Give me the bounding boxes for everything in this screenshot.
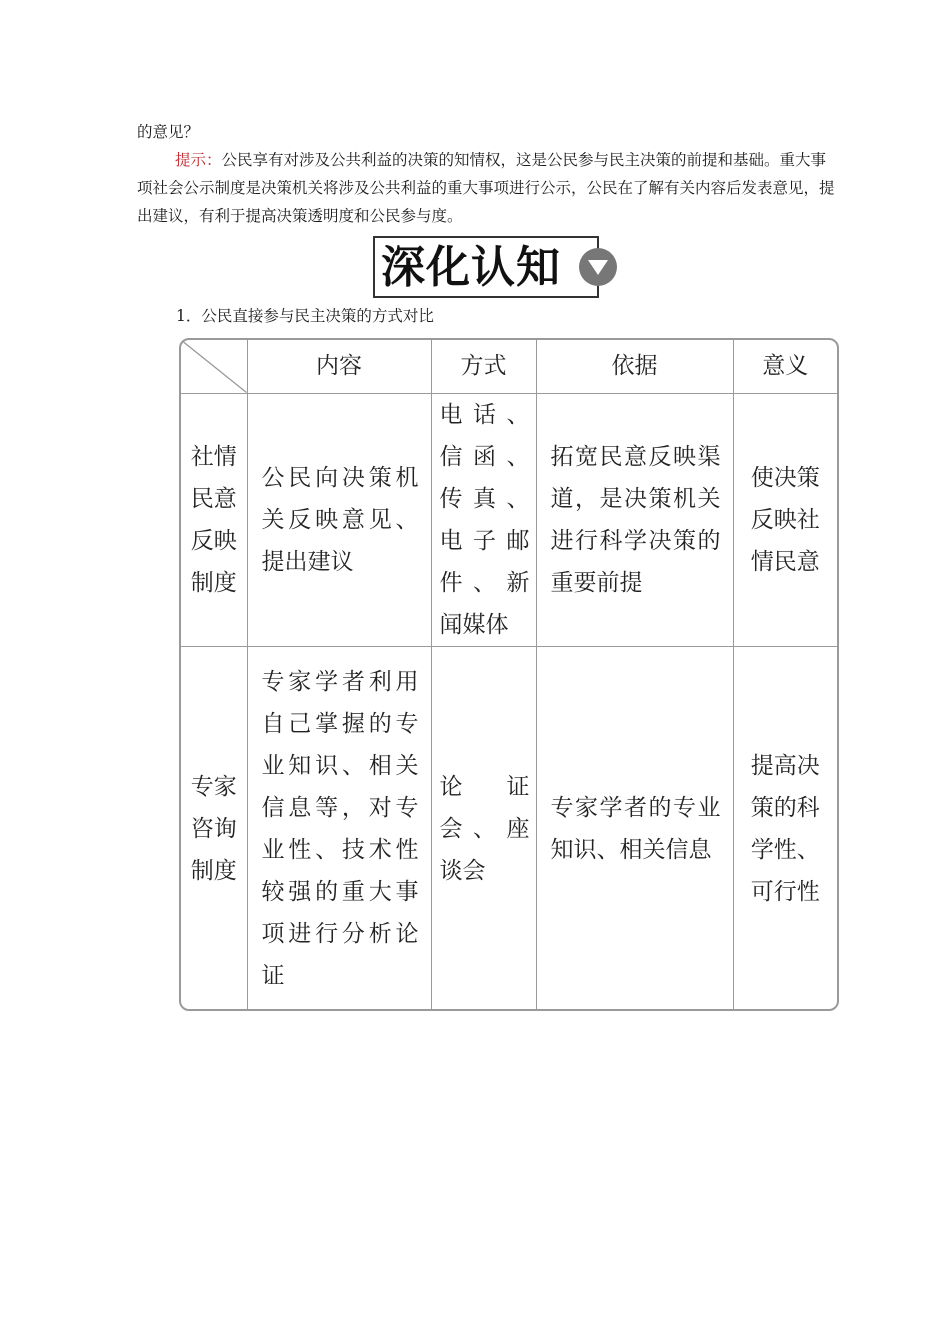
diagonal-line: [181, 340, 247, 393]
row-basis: 专家学者的专业知识、相关信息: [536, 646, 733, 1011]
intro-text: 的意见？: [137, 123, 200, 141]
table-header-row: [181, 340, 837, 393]
triangle-down-circle-icon: [579, 248, 617, 286]
row-content: 公民向决策机关反映意见、提出建议: [247, 393, 431, 646]
header-meaning: 意义: [733, 340, 837, 393]
intro-line: [137, 118, 837, 146]
section-title-box: [373, 236, 599, 298]
table-row: [181, 393, 837, 646]
row-method: 电话、信函、传真、电子邮件、新闻媒体: [431, 393, 536, 646]
row-name: 社情民意反映制度: [181, 393, 247, 646]
hint-paragraph: [137, 146, 837, 230]
row-content: 专家学者利用自己掌握的专业知识、相关信息等，对专业性、技术性较强的重大事项进行分析论证: [247, 646, 431, 1011]
hint-label: 提示：: [175, 151, 222, 169]
header-basis: 依据: [536, 340, 733, 393]
header-method: 方式: [431, 340, 536, 393]
comparison-table: [179, 338, 839, 1011]
section-title: 深化认知: [381, 242, 561, 293]
row-meaning: 使决策反映社情民意: [733, 393, 837, 646]
corner-cell: [181, 340, 247, 393]
subheading: 1．公民直接参与民主决策的方式对比: [176, 307, 434, 325]
header-content: 内容: [247, 340, 431, 393]
row-meaning: 提高决策的科学性、可行性: [733, 646, 837, 1011]
row-method: 论证会、座谈会: [431, 646, 536, 1011]
row-basis: 拓宽民意反映渠道，是决策机关进行科学决策的重要前提: [536, 393, 733, 646]
table-row: [181, 646, 837, 1011]
row-name: 专家咨询制度: [181, 646, 247, 1011]
hint-text: 公民享有对涉及公共利益的决策的知情权，这是公民参与民主决策的前提和基础。重大事项社会公示制度是决策机关将涉及公共利益的重大事项进行公示，公民在了解有关内容后发表意见，提出建议，有利于提高决策透明度和公民参与度。: [137, 151, 835, 225]
